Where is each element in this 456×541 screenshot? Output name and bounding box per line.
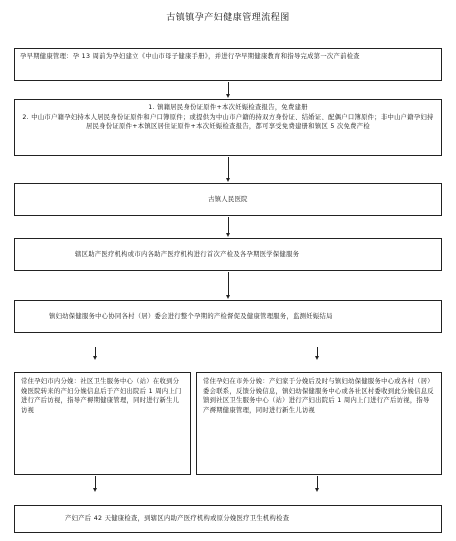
arrow-5a xyxy=(95,347,96,357)
step-outside-delivery xyxy=(196,372,442,475)
arrow-6a xyxy=(95,476,96,489)
step-postpartum-checkup xyxy=(14,505,442,533)
step-registration-line-1: 1. 镇籍居民身份证原件+本次妊娠检查报告，免费建册 xyxy=(148,104,308,111)
arrow-3 xyxy=(228,217,229,234)
step-registration-line-2: 2. 中山市户籍孕妇持本人居民身份证原件和户口簿原件；或提供为中山市户籍的持双方身份证、结婚证、配偶户口簿原件；非中山户籍孕妇持居民身份证原件+本镇区居住证原件+本次妊娠检查报告，都可享受免费建册和镇区 5 次免费产检 xyxy=(22,113,434,130)
step-registration xyxy=(14,99,442,156)
step-monitoring-text: 镇妇幼保健服务中心协同各村（居）委会进行整个孕期的产检督促及健康管理服务，监测妊娠结局 xyxy=(49,313,333,320)
arrow-2 xyxy=(228,157,229,179)
arrow-5b xyxy=(317,347,318,357)
step-early-pregnancy xyxy=(14,48,442,81)
step-early-pregnancy-text: 孕早期健康管理：孕 13 周前为孕妇建立《中山市母子健康手册》，并进行孕早期健康教育和指导完成第一次产前检查 xyxy=(20,53,360,60)
arrow-1 xyxy=(228,82,229,95)
step-monitoring xyxy=(14,300,442,333)
step-hospital xyxy=(14,183,442,216)
step-city-delivery xyxy=(14,372,191,475)
step-city-delivery-text: 常住孕妇市内分娩：社区卫生服务中心（站）在收到分娩医院转来的产妇分娩信息后于产妇出院后 1 周内上门进行产后访视，指导产褥期健康管理，同时进行新生儿访视 xyxy=(21,378,182,414)
arrow-4 xyxy=(228,272,229,296)
step-first-checkup xyxy=(14,238,442,271)
step-outside-delivery-text: 常住孕妇在市外分娩：产妇家于分娩后及时与镇妇幼保健服务中心或各村（居）委会联系，反馈分娩信息，镇妇幼保健服务中心或各社区村委收到此分娩信息反馈到社区卫生服务中心（站）进行产妇出院后 1 周内上门进行产后访视，指导产褥期健康管理，同时进行新生儿访视 xyxy=(203,378,434,414)
step-first-checkup-text: 辖区助产医疗机构或市内各助产医疗机构进行首次产检及各孕期医学保健服务 xyxy=(75,251,300,258)
page-title: 古镇镇孕产妇健康管理流程图 xyxy=(166,13,290,23)
step-postpartum-checkup-text: 产妇产后 42 天健康检查，到辖区内助产医疗机构或原分娩医疗卫生机构检查 xyxy=(65,515,290,522)
arrow-6b xyxy=(317,476,318,489)
step-hospital-text: 古镇人民医院 xyxy=(208,196,248,203)
